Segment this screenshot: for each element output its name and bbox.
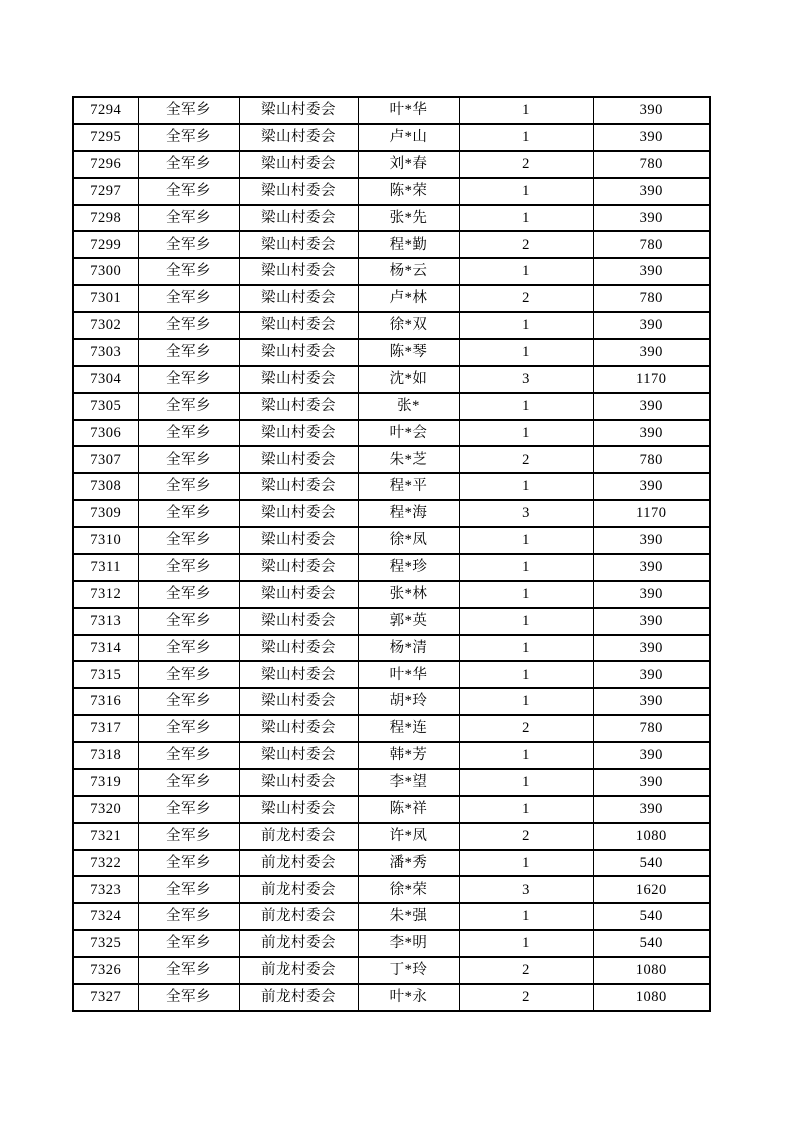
cell-township: 全军乡: [138, 473, 239, 500]
cell-township: 全军乡: [138, 205, 239, 232]
table-row: [73, 527, 710, 554]
cell-count: 1: [459, 124, 593, 151]
cell-amount: 390: [593, 742, 710, 769]
cell-amount: 390: [593, 339, 710, 366]
cell-count: 1: [459, 661, 593, 688]
cell-person-name-masked: 杨*云: [358, 258, 459, 285]
table-row: [73, 446, 710, 473]
cell-amount: 540: [593, 903, 710, 930]
cell-count: 1: [459, 473, 593, 500]
cell-serial-number: 7321: [73, 823, 138, 850]
cell-amount: 390: [593, 527, 710, 554]
cell-village-committee: 梁山村委会: [239, 608, 358, 635]
cell-serial-number: 7301: [73, 285, 138, 312]
cell-person-name-masked: 胡*玲: [358, 688, 459, 715]
cell-serial-number: 7295: [73, 124, 138, 151]
cell-township: 全军乡: [138, 446, 239, 473]
cell-serial-number: 7297: [73, 178, 138, 205]
cell-amount: 780: [593, 715, 710, 742]
cell-village-committee: 梁山村委会: [239, 97, 358, 124]
cell-count: 2: [459, 285, 593, 312]
cell-amount: 780: [593, 446, 710, 473]
cell-township: 全军乡: [138, 823, 239, 850]
cell-township: 全军乡: [138, 608, 239, 635]
table-row: [73, 581, 710, 608]
cell-person-name-masked: 陈*祥: [358, 796, 459, 823]
table-row: [73, 930, 710, 957]
cell-township: 全军乡: [138, 635, 239, 662]
cell-amount: 540: [593, 930, 710, 957]
cell-township: 全军乡: [138, 930, 239, 957]
cell-serial-number: 7325: [73, 930, 138, 957]
cell-village-committee: 梁山村委会: [239, 742, 358, 769]
cell-amount: 780: [593, 231, 710, 258]
cell-amount: 780: [593, 151, 710, 178]
cell-amount: 390: [593, 124, 710, 151]
cell-village-committee: 梁山村委会: [239, 473, 358, 500]
cell-township: 全军乡: [138, 796, 239, 823]
cell-amount: 390: [593, 769, 710, 796]
cell-village-committee: 梁山村委会: [239, 796, 358, 823]
cell-township: 全军乡: [138, 285, 239, 312]
cell-amount: 390: [593, 258, 710, 285]
cell-serial-number: 7307: [73, 446, 138, 473]
cell-serial-number: 7322: [73, 850, 138, 877]
cell-person-name-masked: 李*明: [358, 930, 459, 957]
cell-person-name-masked: 卢*林: [358, 285, 459, 312]
table-row: [73, 124, 710, 151]
cell-count: 3: [459, 876, 593, 903]
cell-township: 全军乡: [138, 420, 239, 447]
cell-village-committee: 梁山村委会: [239, 527, 358, 554]
cell-serial-number: 7317: [73, 715, 138, 742]
cell-person-name-masked: 叶*永: [358, 984, 459, 1011]
cell-person-name-masked: 朱*芝: [358, 446, 459, 473]
table-row: [73, 635, 710, 662]
cell-township: 全军乡: [138, 581, 239, 608]
cell-person-name-masked: 陈*荣: [358, 178, 459, 205]
cell-amount: 390: [593, 205, 710, 232]
cell-serial-number: 7294: [73, 97, 138, 124]
cell-village-committee: 梁山村委会: [239, 688, 358, 715]
cell-person-name-masked: 叶*华: [358, 661, 459, 688]
cell-serial-number: 7302: [73, 312, 138, 339]
table-row: [73, 850, 710, 877]
table-row: [73, 151, 710, 178]
cell-count: 2: [459, 957, 593, 984]
table-row: [73, 661, 710, 688]
cell-village-committee: 梁山村委会: [239, 661, 358, 688]
table-row: [73, 473, 710, 500]
table-row: [73, 903, 710, 930]
cell-serial-number: 7300: [73, 258, 138, 285]
cell-count: 1: [459, 903, 593, 930]
cell-village-committee: 梁山村委会: [239, 420, 358, 447]
table-row: [73, 796, 710, 823]
cell-serial-number: 7326: [73, 957, 138, 984]
cell-serial-number: 7309: [73, 500, 138, 527]
cell-count: 1: [459, 608, 593, 635]
cell-person-name-masked: 程*平: [358, 473, 459, 500]
cell-person-name-masked: 朱*强: [358, 903, 459, 930]
cell-village-committee: 梁山村委会: [239, 285, 358, 312]
cell-village-committee: 梁山村委会: [239, 258, 358, 285]
table-row: [73, 420, 710, 447]
cell-serial-number: 7310: [73, 527, 138, 554]
cell-serial-number: 7316: [73, 688, 138, 715]
cell-count: 2: [459, 446, 593, 473]
cell-serial-number: 7312: [73, 581, 138, 608]
cell-amount: 390: [593, 420, 710, 447]
cell-count: 1: [459, 769, 593, 796]
cell-township: 全军乡: [138, 850, 239, 877]
table-row: [73, 769, 710, 796]
cell-village-committee: 梁山村委会: [239, 554, 358, 581]
table-row: [73, 97, 710, 124]
cell-person-name-masked: 李*望: [358, 769, 459, 796]
cell-amount: 390: [593, 312, 710, 339]
cell-count: 1: [459, 339, 593, 366]
cell-person-name-masked: 程*连: [358, 715, 459, 742]
cell-person-name-masked: 杨*清: [358, 635, 459, 662]
table-row: [73, 823, 710, 850]
cell-township: 全军乡: [138, 984, 239, 1011]
cell-village-committee: 梁山村委会: [239, 312, 358, 339]
cell-township: 全军乡: [138, 339, 239, 366]
table-row: [73, 984, 710, 1011]
table-row: [73, 231, 710, 258]
cell-count: 2: [459, 984, 593, 1011]
cell-township: 全军乡: [138, 366, 239, 393]
cell-village-committee: 梁山村委会: [239, 124, 358, 151]
cell-township: 全军乡: [138, 258, 239, 285]
cell-village-committee: 前龙村委会: [239, 876, 358, 903]
cell-person-name-masked: 徐*凤: [358, 527, 459, 554]
cell-amount: 390: [593, 473, 710, 500]
table-row: [73, 393, 710, 420]
cell-amount: 390: [593, 661, 710, 688]
table-row: [73, 957, 710, 984]
cell-person-name-masked: 程*珍: [358, 554, 459, 581]
cell-township: 全军乡: [138, 231, 239, 258]
table-row: [73, 339, 710, 366]
cell-township: 全军乡: [138, 661, 239, 688]
cell-count: 1: [459, 581, 593, 608]
cell-amount: 540: [593, 850, 710, 877]
table-row: [73, 205, 710, 232]
benefit-roster-table: [72, 96, 711, 1012]
cell-amount: 1170: [593, 366, 710, 393]
cell-amount: 1080: [593, 823, 710, 850]
cell-serial-number: 7315: [73, 661, 138, 688]
cell-township: 全军乡: [138, 876, 239, 903]
cell-person-name-masked: 张*林: [358, 581, 459, 608]
table-row: [73, 285, 710, 312]
cell-count: 1: [459, 635, 593, 662]
table-row: [73, 366, 710, 393]
cell-serial-number: 7318: [73, 742, 138, 769]
cell-count: 2: [459, 715, 593, 742]
cell-township: 全军乡: [138, 742, 239, 769]
cell-village-committee: 梁山村委会: [239, 231, 358, 258]
cell-township: 全军乡: [138, 500, 239, 527]
cell-amount: 780: [593, 285, 710, 312]
cell-count: 1: [459, 97, 593, 124]
cell-serial-number: 7319: [73, 769, 138, 796]
table-row: [73, 876, 710, 903]
cell-township: 全军乡: [138, 312, 239, 339]
cell-amount: 390: [593, 635, 710, 662]
cell-count: 2: [459, 823, 593, 850]
cell-village-committee: 前龙村委会: [239, 957, 358, 984]
cell-amount: 390: [593, 97, 710, 124]
cell-village-committee: 梁山村委会: [239, 366, 358, 393]
cell-count: 1: [459, 850, 593, 877]
cell-person-name-masked: 郭*英: [358, 608, 459, 635]
cell-count: 1: [459, 312, 593, 339]
cell-count: 1: [459, 930, 593, 957]
cell-amount: 1170: [593, 500, 710, 527]
cell-count: 2: [459, 231, 593, 258]
cell-amount: 390: [593, 393, 710, 420]
cell-amount: 390: [593, 608, 710, 635]
cell-serial-number: 7299: [73, 231, 138, 258]
cell-serial-number: 7306: [73, 420, 138, 447]
cell-count: 1: [459, 420, 593, 447]
cell-village-committee: 前龙村委会: [239, 984, 358, 1011]
cell-serial-number: 7324: [73, 903, 138, 930]
cell-amount: 390: [593, 581, 710, 608]
cell-count: 1: [459, 742, 593, 769]
cell-township: 全军乡: [138, 715, 239, 742]
cell-township: 全军乡: [138, 527, 239, 554]
cell-count: 1: [459, 527, 593, 554]
cell-serial-number: 7298: [73, 205, 138, 232]
cell-township: 全军乡: [138, 903, 239, 930]
cell-serial-number: 7327: [73, 984, 138, 1011]
cell-count: 2: [459, 151, 593, 178]
cell-count: 3: [459, 500, 593, 527]
cell-amount: 390: [593, 688, 710, 715]
cell-township: 全军乡: [138, 957, 239, 984]
cell-village-committee: 梁山村委会: [239, 581, 358, 608]
cell-count: 1: [459, 554, 593, 581]
cell-amount: 1080: [593, 957, 710, 984]
table-row: [73, 742, 710, 769]
cell-township: 全军乡: [138, 688, 239, 715]
cell-amount: 1080: [593, 984, 710, 1011]
cell-count: 1: [459, 205, 593, 232]
cell-village-committee: 梁山村委会: [239, 635, 358, 662]
cell-count: 1: [459, 258, 593, 285]
table-row: [73, 258, 710, 285]
cell-village-committee: 前龙村委会: [239, 850, 358, 877]
cell-amount: 390: [593, 796, 710, 823]
cell-village-committee: 梁山村委会: [239, 769, 358, 796]
cell-person-name-masked: 许*凤: [358, 823, 459, 850]
cell-person-name-masked: 程*海: [358, 500, 459, 527]
cell-person-name-masked: 徐*双: [358, 312, 459, 339]
cell-township: 全军乡: [138, 393, 239, 420]
cell-township: 全军乡: [138, 178, 239, 205]
cell-person-name-masked: 韩*芳: [358, 742, 459, 769]
cell-person-name-masked: 卢*山: [358, 124, 459, 151]
cell-township: 全军乡: [138, 151, 239, 178]
cell-person-name-masked: 程*勤: [358, 231, 459, 258]
cell-person-name-masked: 叶*华: [358, 97, 459, 124]
cell-count: 3: [459, 366, 593, 393]
cell-village-committee: 梁山村委会: [239, 715, 358, 742]
cell-person-name-masked: 陈*琴: [358, 339, 459, 366]
table-row: [73, 554, 710, 581]
cell-serial-number: 7308: [73, 473, 138, 500]
cell-amount: 390: [593, 178, 710, 205]
cell-person-name-masked: 潘*秀: [358, 850, 459, 877]
cell-person-name-masked: 沈*如: [358, 366, 459, 393]
cell-serial-number: 7305: [73, 393, 138, 420]
cell-village-committee: 梁山村委会: [239, 393, 358, 420]
cell-serial-number: 7296: [73, 151, 138, 178]
cell-amount: 390: [593, 554, 710, 581]
cell-count: 1: [459, 688, 593, 715]
cell-village-committee: 梁山村委会: [239, 205, 358, 232]
cell-serial-number: 7304: [73, 366, 138, 393]
cell-serial-number: 7323: [73, 876, 138, 903]
cell-amount: 1620: [593, 876, 710, 903]
cell-township: 全军乡: [138, 554, 239, 581]
cell-village-committee: 梁山村委会: [239, 500, 358, 527]
cell-person-name-masked: 刘*春: [358, 151, 459, 178]
table-row: [73, 178, 710, 205]
table-row: [73, 715, 710, 742]
cell-township: 全军乡: [138, 97, 239, 124]
cell-village-committee: 前龙村委会: [239, 823, 358, 850]
cell-village-committee: 梁山村委会: [239, 178, 358, 205]
cell-person-name-masked: 张*先: [358, 205, 459, 232]
cell-person-name-masked: 丁*玲: [358, 957, 459, 984]
table-body: [73, 97, 710, 1011]
cell-serial-number: 7303: [73, 339, 138, 366]
cell-village-committee: 前龙村委会: [239, 903, 358, 930]
cell-count: 1: [459, 178, 593, 205]
cell-township: 全军乡: [138, 124, 239, 151]
cell-village-committee: 梁山村委会: [239, 339, 358, 366]
cell-person-name-masked: 叶*会: [358, 420, 459, 447]
cell-village-committee: 梁山村委会: [239, 446, 358, 473]
cell-village-committee: 梁山村委会: [239, 151, 358, 178]
cell-serial-number: 7311: [73, 554, 138, 581]
cell-serial-number: 7313: [73, 608, 138, 635]
cell-serial-number: 7320: [73, 796, 138, 823]
cell-person-name-masked: 徐*荣: [358, 876, 459, 903]
table-row: [73, 312, 710, 339]
cell-serial-number: 7314: [73, 635, 138, 662]
table-row: [73, 608, 710, 635]
cell-township: 全军乡: [138, 769, 239, 796]
table-row: [73, 500, 710, 527]
cell-village-committee: 前龙村委会: [239, 930, 358, 957]
cell-count: 1: [459, 796, 593, 823]
cell-person-name-masked: 张*: [358, 393, 459, 420]
table-row: [73, 688, 710, 715]
cell-count: 1: [459, 393, 593, 420]
